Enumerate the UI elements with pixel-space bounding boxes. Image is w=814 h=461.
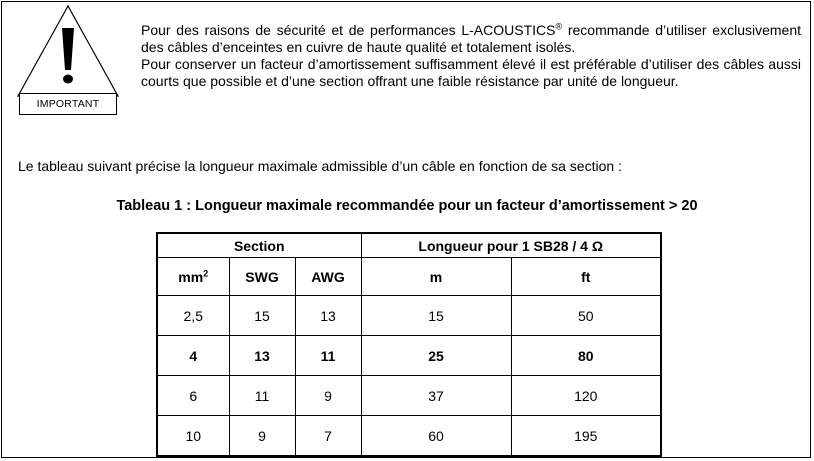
col-header-m: m [361, 258, 511, 296]
cell-m: 25 [361, 336, 511, 376]
cell-awg: 7 [295, 416, 361, 457]
table-row [157, 416, 661, 457]
group-header-length: Longueur pour 1 SB28 / 4 Ω [361, 233, 661, 258]
cable-length-table [156, 232, 662, 457]
important-notice [15, 4, 121, 116]
table-row [157, 296, 661, 336]
intro-paragraph-2: Pour conserver un facteur d’amortissement suffisamment élevé il est préférable d’utiliser des câbles aussi courts que possible et d’une section offrant une faible résistance par unité de longueur. [141, 56, 801, 89]
cell-m: 15 [361, 296, 511, 336]
table-caption: Tableau 1 : Longueur maximale recommandée pour un facteur d’amortissement > 20 [116, 198, 698, 214]
col-header-ft: ft [511, 258, 661, 296]
cell-m: 60 [361, 416, 511, 457]
table-group-header-row [157, 233, 661, 258]
group-header-section: Section [157, 233, 361, 258]
intro-paragraph-1 [141, 22, 801, 56]
cell-swg: 11 [229, 376, 295, 416]
cell-mm2: 4 [157, 336, 229, 376]
cell-mm2: 10 [157, 416, 229, 457]
table-row [157, 376, 661, 416]
col-header-awg: AWG [295, 258, 361, 296]
cell-ft: 195 [511, 416, 661, 457]
cell-awg: 11 [295, 336, 361, 376]
col-header-mm2-exp: 2 [203, 267, 209, 278]
table-intro-text: Le tableau suivant précise la longueur maximale admissible d’un câble en fonction de sa section : [18, 158, 622, 174]
important-label: IMPORTANT [19, 93, 117, 115]
cell-awg: 13 [295, 296, 361, 336]
intro-p1-start: Pour des raisons de sécurité et de performances L-ACOUSTICS [141, 22, 556, 38]
col-header-swg: SWG [229, 258, 295, 296]
cell-mm2: 6 [157, 376, 229, 416]
cell-ft: 80 [511, 336, 661, 376]
cell-m: 37 [361, 376, 511, 416]
col-header-mm2-base: mm [178, 268, 204, 285]
cell-mm2: 2,5 [157, 296, 229, 336]
cell-swg: 15 [229, 296, 295, 336]
cell-ft: 50 [511, 296, 661, 336]
col-header-mm2 [157, 258, 229, 296]
intro-text [141, 22, 801, 90]
registered-mark: ® [555, 21, 563, 32]
cell-awg: 9 [295, 376, 361, 416]
table-unit-header-row [157, 258, 661, 296]
table-row-highlighted [157, 336, 661, 376]
cell-ft: 120 [511, 376, 661, 416]
intro-p1-end: recommande d’utiliser exclusivement des câbles d’enceintes en cuivre de haute qualité et totalement isolés. [141, 22, 801, 55]
cell-swg: 13 [229, 336, 295, 376]
cell-swg: 9 [229, 416, 295, 457]
